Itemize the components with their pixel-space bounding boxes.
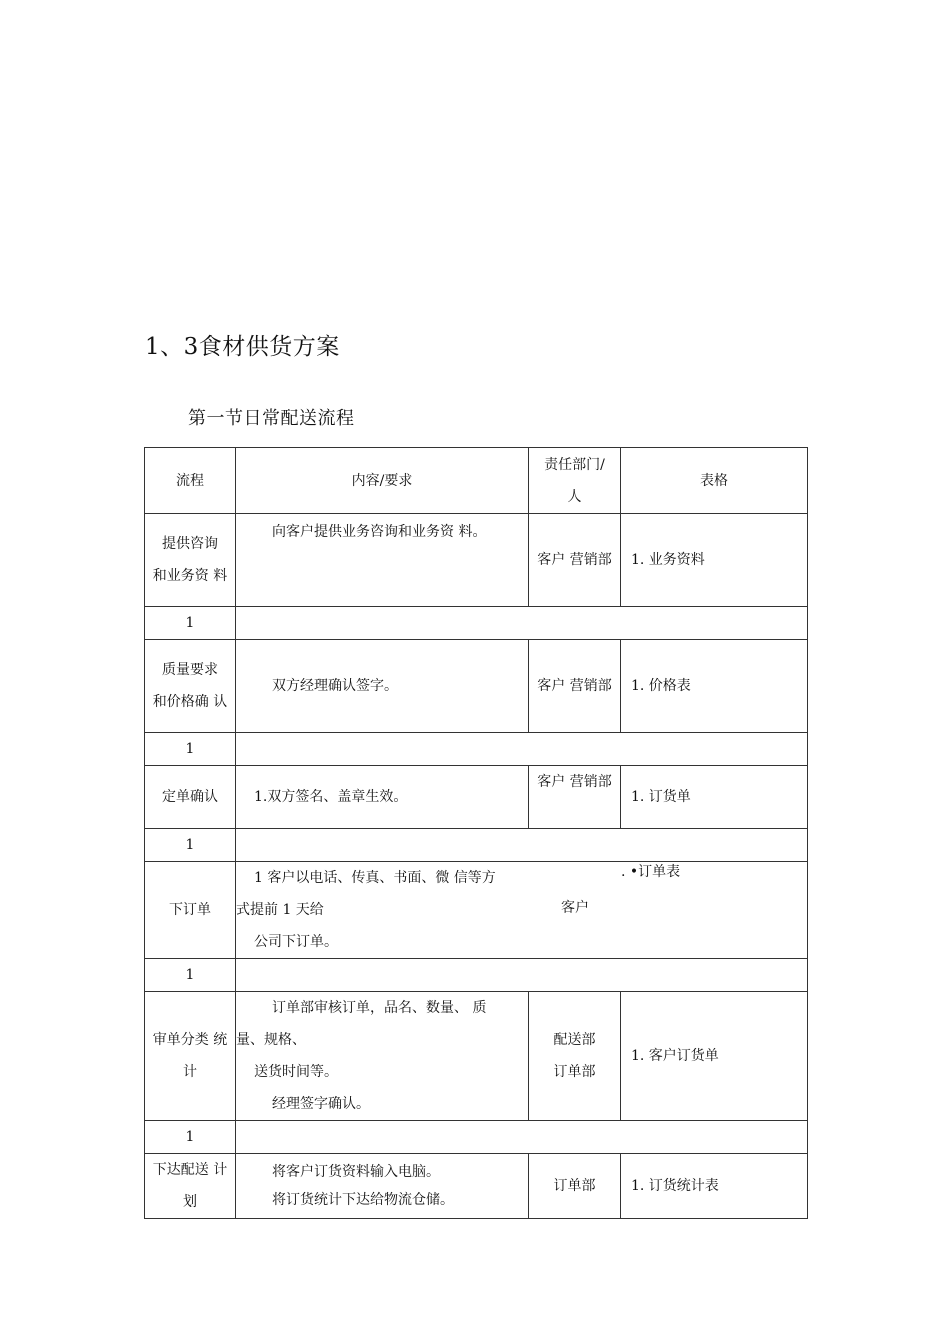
dept-cell: 订单部 — [529, 1154, 621, 1219]
dept-cell: 客户 营销部 — [529, 514, 621, 607]
process-cell: 质量要求 和价格确 认 — [145, 640, 236, 733]
form-cell: 1. 价格表 — [621, 640, 808, 733]
step-marker-row — [145, 607, 808, 640]
process-cell: 下达配送 计 划 — [145, 1154, 236, 1219]
content-cell: 订单部审核订单，品名、数量、 质 量、规格、 送货时间等。 经理签字确认。 — [236, 992, 529, 1121]
step-marker: 1 — [145, 959, 236, 992]
step-marker: 1 — [145, 829, 236, 862]
table-row — [145, 640, 808, 733]
step-marker-row — [145, 733, 808, 766]
table-row — [145, 1154, 808, 1219]
table-row — [145, 862, 808, 959]
dept-cell: 客户 营销部 — [529, 640, 621, 733]
process-cell: 提供咨询 和业务资 料 — [145, 514, 236, 607]
content-cell: 1 客户以电话、传真、书面、微 信等方 式提前 1 天给 公司下订单。 — [236, 870, 496, 950]
dept-cell: 客户 营销部 — [529, 766, 621, 829]
step-marker: 1 — [145, 607, 236, 640]
form-cell: 1. 客户订货单 — [621, 992, 808, 1121]
step-marker-row — [145, 1121, 808, 1154]
content-cell: 将客户订货资料输入电脑。 将订货统计下达给物流仓储。 — [236, 1154, 529, 1219]
form-cell: 1. 订货统计表 — [621, 1154, 808, 1219]
order-merged-cell — [236, 862, 808, 959]
header-form: 表格 — [621, 448, 808, 514]
process-cell: 下订单 — [145, 862, 236, 959]
form-cell: 1. 订货单 — [621, 766, 808, 829]
process-cell: 定单确认 — [145, 766, 236, 829]
table-row — [145, 514, 808, 607]
content-cell: 向客户提供业务咨询和业务资 料。 — [236, 514, 529, 607]
header-content: 内容/要求 — [236, 448, 529, 514]
content-cell: 1.双方签名、盖章生效。 — [236, 766, 529, 829]
dept-cell: 配送部 订单部 — [529, 992, 621, 1121]
delivery-process-table — [144, 447, 808, 1219]
table-row — [145, 766, 808, 829]
process-cell: 审单分类 统 计 — [145, 992, 236, 1121]
table-row — [145, 992, 808, 1121]
dept-cell: 客户 — [561, 900, 589, 916]
header-process: 流程 — [145, 448, 236, 514]
step-marker: 1 — [145, 733, 236, 766]
table-header-row — [145, 448, 808, 514]
form-cell: . •订单表 — [621, 864, 681, 880]
subsection-title: 第一节日常配送流程 — [188, 408, 355, 429]
step-marker-row — [145, 959, 808, 992]
step-marker-row — [145, 829, 808, 862]
content-cell: 双方经理确认签字。 — [236, 640, 529, 733]
header-dept: 责任部门/ 人 — [529, 448, 621, 514]
form-cell: 1. 业务资料 — [621, 514, 808, 607]
step-marker: 1 — [145, 1121, 236, 1154]
section-heading: 1、3食材供货方案 — [145, 334, 340, 360]
